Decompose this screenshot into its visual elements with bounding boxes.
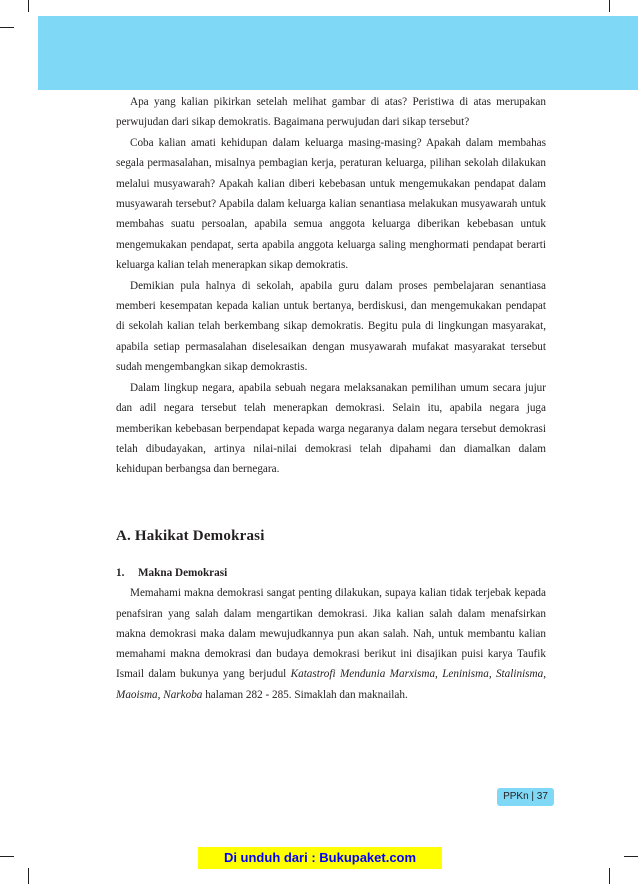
crop-mark-top-left-v [28, 0, 29, 12]
subsection-paragraph-end: halaman 282 - 285. Simaklah dan maknailah. [202, 688, 408, 701]
crop-mark-bottom-left-h [0, 856, 14, 857]
crop-mark-bottom-left-v [28, 868, 29, 884]
section-heading: A. Hakikat Demokrasi [116, 528, 265, 544]
intro-text [116, 92, 546, 480]
book-title: Katastrofi Mendunia Marxisma, Leninisma, Stalinisma, Maoisma, Narkoba [116, 668, 547, 701]
crop-mark-top-left-h [0, 27, 14, 28]
crop-mark-bottom-right-h [624, 856, 638, 857]
subsection-paragraph-start: Memahami makna demokrasi sangat penting dilakukan, supaya kalian tidak terjebak kepada penafsiran yang salah dalam mengartikan demokrasi. Jika kalian salah dalam menafsirkan makna demokrasi maka dalam mewujudkannya pun akan salah. Nah, untuk membantu kalian memahami makna demokrasi dan budaya demokrasi berikut ini disajikan puisi karya Taufik Ismail dalam bukunya yang berjudul [116, 587, 546, 681]
paragraph-3: Demikian pula halnya di sekolah, apabila guru dalam proses pembelajaran senantiasa memberi kesempatan kepada kalian untuk bertanya, berdiskusi, dan mengemukakan pendapat di sekolah kalian telah berkembang sikap demokratis. Begitu pula di lingkungan masyarakat, apabila setiap permasalahan diselesaikan dengan musyawarah mufakat masyarakat tersebut sudah mengembangkan sikap demokrastis. [116, 279, 546, 374]
header-band [38, 16, 638, 90]
subsection-title: Makna Demokrasi [138, 567, 228, 579]
source-banner: Di unduh dari : Bukupaket.com [198, 847, 442, 869]
paragraph-4: Dalam lingkup negara, apabila sebuah negara melaksanakan pemilihan umum secara jujur dan adil negara tersebut telah menerapkan demokrasi. Selain itu, apabila negara juga memberikan kebebasan berpendapat kepada warga negaranya dalam negara tersebut demokrasi telah dibudayakan, artinya nilai-nilai demokrasi telah dipahami dan diamalkan dalam kehidupan berbangsa dan bernegara. [116, 381, 546, 476]
paragraph-1: Apa yang kalian pikirkan setelah melihat gambar di atas? Peristiwa di atas merupakan perwujudan dari sikap demokratis. Bagaimana perwujudan dari sikap tersebut? [116, 96, 546, 129]
page-number-badge: PPKn | 37 [497, 788, 554, 806]
subsection-heading [116, 563, 546, 583]
subsection [116, 563, 546, 705]
subsection-number: 1. [116, 567, 125, 579]
crop-mark-top-right-v [609, 0, 610, 12]
paragraph-2: Coba kalian amati kehidupan dalam keluarga masing-masing? Apakah dalam membahas segala permasalahan, misalnya pembagian kerja, peraturan keluarga, pilihan sekolah dilakukan melalui musyawarah? Apakah kalian diberi kebebasan untuk mengemukakan pendapat dalam musyawarah tersebut? Apabila dalam keluarga kalian senantiasa melakukan musyawarah untuk membahas suatu persoalan, apabila semua anggota keluarga diberikan kebebasan untuk mengemukakan pendapat, serta apabila anggota keluarga saling menghormati pendapat berarti keluarga kalian telah menerapkan sikap demokratis. [116, 136, 546, 272]
crop-mark-bottom-right-v [609, 868, 610, 884]
subsection-paragraph [116, 583, 546, 705]
